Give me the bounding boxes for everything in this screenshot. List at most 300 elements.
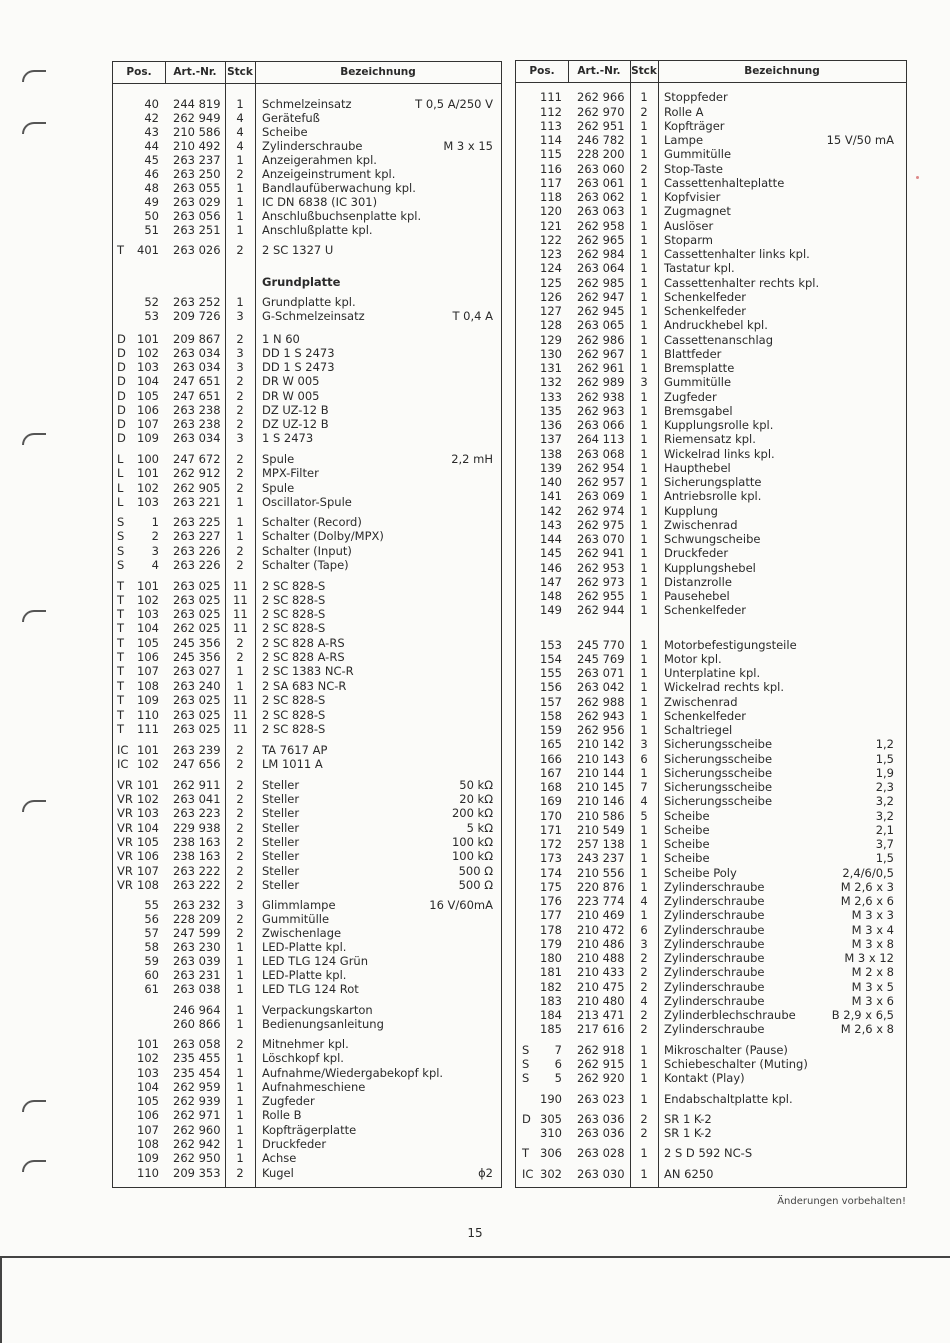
description: Cassettenanschlag [664, 333, 773, 347]
position-number: 108 [137, 1137, 159, 1151]
article-number: 245 770 [577, 638, 625, 652]
quantity: 1 [640, 709, 648, 723]
quantity: 1 [236, 1123, 244, 1137]
table-row [113, 1166, 501, 1180]
description: DZ UZ-12 B [262, 417, 329, 431]
table-row [516, 90, 906, 104]
position-number: 111 [137, 722, 159, 736]
quantity: 1 [640, 233, 648, 247]
table-row [516, 894, 906, 908]
specification: 2,2 mH [451, 452, 493, 466]
article-number: 235 454 [173, 1066, 221, 1080]
part-prefix: T [117, 722, 125, 736]
position-number: 109 [137, 431, 159, 445]
article-number: 263 027 [173, 664, 221, 678]
position-number: 130 [540, 347, 562, 361]
article-number: 210 480 [577, 994, 625, 1008]
description: 1 N 60 [262, 332, 300, 346]
quantity: 1 [236, 195, 244, 209]
quantity: 3 [236, 431, 244, 445]
position-number: 131 [540, 361, 562, 375]
article-number: 263 034 [173, 346, 221, 360]
position-number: 42 [144, 111, 159, 125]
description: Sicherungsscheibe [664, 737, 773, 751]
description: Bremsplatte [664, 361, 735, 375]
quantity: 2 [236, 167, 244, 181]
specification: M 3 x 5 [851, 980, 894, 994]
position-number: 185 [540, 1022, 562, 1036]
quantity: 6 [640, 752, 648, 766]
specification: 1,9 [875, 766, 894, 780]
description: Zwischenlage [262, 926, 342, 940]
description: Gummitülle [664, 375, 732, 389]
quantity: 2 [236, 757, 244, 771]
article-number: 262 950 [173, 1151, 221, 1165]
description: Rolle B [262, 1108, 302, 1122]
quantity: 1 [640, 823, 648, 837]
description: TA 7617 AP [262, 743, 328, 757]
table-row [113, 529, 501, 543]
part-prefix: VR [117, 849, 133, 863]
description: Zylinderschraube [262, 139, 363, 153]
quantity: 1 [640, 666, 648, 680]
table-row [113, 125, 501, 139]
description: Zylinderblechschraube [664, 1008, 796, 1022]
part-prefix: D [117, 431, 126, 445]
position-number: 121 [540, 219, 562, 233]
quantity: 1 [640, 908, 648, 922]
part-prefix: L [117, 466, 124, 480]
quantity: 1 [640, 276, 648, 290]
table-row [113, 664, 501, 678]
table-row [516, 347, 906, 361]
position-number: 146 [540, 561, 562, 575]
position-number: 101 [137, 778, 159, 792]
position-number: 107 [137, 417, 159, 431]
table-row [516, 737, 906, 751]
article-number: 263 036 [577, 1112, 625, 1126]
article-number: 228 200 [577, 147, 625, 161]
quantity: 2 [236, 1166, 244, 1180]
article-number: 263 060 [577, 162, 625, 176]
position-number: 52 [144, 295, 159, 309]
quantity: 1 [236, 295, 244, 309]
description: Steller [262, 792, 300, 806]
position-number: 103 [137, 607, 159, 621]
description: Scheibe [664, 837, 710, 851]
position-number: 179 [540, 937, 562, 951]
table-row [516, 951, 906, 965]
part-prefix: T [117, 243, 125, 257]
part-prefix: IC [117, 743, 129, 757]
table-row [113, 757, 501, 771]
quantity: 1 [640, 561, 648, 575]
quantity: 1 [640, 837, 648, 851]
article-number: 229 938 [173, 821, 221, 835]
quantity: 4 [640, 894, 648, 908]
table-row [113, 181, 501, 195]
description: Spule [262, 481, 295, 495]
quantity: 2 [236, 912, 244, 926]
table-row [113, 778, 501, 792]
quantity: 1 [640, 695, 648, 709]
description: 1 S 2473 [262, 431, 314, 445]
position-number: 113 [540, 119, 562, 133]
table-row [113, 898, 501, 912]
quantity: 1 [640, 418, 648, 432]
quantity: 2 [236, 332, 244, 346]
table-row [516, 1146, 906, 1160]
table-row [113, 982, 501, 996]
description: Zwischenrad [664, 695, 738, 709]
quantity: 2 [640, 980, 648, 994]
table-row [516, 561, 906, 575]
specification: M 2,6 x 6 [840, 894, 894, 908]
position-number: 104 [137, 621, 159, 635]
description: Riemensatz kpl. [664, 432, 756, 446]
description: Schaltriegel [664, 723, 733, 737]
position-number: 132 [540, 375, 562, 389]
header-desc: Bezeichnung [744, 65, 820, 77]
quantity: 1 [640, 1167, 648, 1181]
table-row [516, 290, 906, 304]
table-row [113, 97, 501, 111]
article-number: 263 034 [173, 431, 221, 445]
position-number: 106 [137, 1108, 159, 1122]
part-prefix: VR [117, 821, 133, 835]
description: Kugel [262, 1166, 294, 1180]
article-number: 263 226 [173, 558, 221, 572]
quantity: 1 [640, 190, 648, 204]
position-number: 57 [144, 926, 159, 940]
table-row [113, 650, 501, 664]
article-number: 263 250 [173, 167, 221, 181]
quantity: 2 [236, 835, 244, 849]
description: 2 SC 1327 U [262, 243, 334, 257]
table-row [516, 923, 906, 937]
table-row [516, 1092, 906, 1106]
quantity: 3 [236, 346, 244, 360]
article-number: 263 039 [173, 954, 221, 968]
table-row [516, 247, 906, 261]
article-number: 263 061 [577, 176, 625, 190]
quantity: 4 [640, 994, 648, 1008]
table-row [113, 481, 501, 495]
description: Andruckhebel kpl. [664, 318, 768, 332]
article-number: 262 958 [577, 219, 625, 233]
specification: T 0,5 A/250 V [415, 97, 493, 111]
position-number: 165 [540, 737, 562, 751]
position-number: 102 [137, 346, 159, 360]
quantity: 1 [236, 1080, 244, 1094]
position-number: 157 [540, 695, 562, 709]
description: DR W 005 [262, 389, 320, 403]
table-row [113, 693, 501, 707]
position-number: 43 [144, 125, 159, 139]
table-row [113, 607, 501, 621]
column-divider [568, 61, 569, 82]
description: Scheibe [664, 851, 710, 865]
table-row [113, 743, 501, 757]
quantity: 1 [640, 489, 648, 503]
article-number: 228 209 [173, 912, 221, 926]
position-number: 142 [540, 504, 562, 518]
part-prefix: S [117, 515, 125, 529]
quantity: 1 [236, 529, 244, 543]
article-number: 263 055 [173, 181, 221, 195]
description: Druckfeder [262, 1137, 327, 1151]
description: Kupplungshebel [664, 561, 756, 575]
quantity: 1 [640, 347, 648, 361]
quantity: 1 [236, 968, 244, 982]
table-row [516, 304, 906, 318]
article-number: 243 237 [577, 851, 625, 865]
quantity: 2 [236, 1037, 244, 1051]
position-number: 101 [137, 332, 159, 346]
part-prefix: S [522, 1043, 530, 1057]
description: Grundplatte kpl. [262, 295, 356, 309]
specification: 50 kΩ [459, 778, 493, 792]
position-number: 147 [540, 575, 562, 589]
description: Cassettenhalter rechts kpl. [664, 276, 820, 290]
table-row [516, 994, 906, 1008]
description: Haupthebel [664, 461, 731, 475]
position-number: 138 [540, 447, 562, 461]
position-number: 118 [540, 190, 562, 204]
position-number: 105 [137, 636, 159, 650]
page-edge-line [0, 1256, 2, 1343]
table-row [516, 638, 906, 652]
description: Steller [262, 778, 300, 792]
quantity: 1 [236, 664, 244, 678]
specification: 5 kΩ [466, 821, 493, 835]
part-prefix: T [117, 664, 125, 678]
specification: 1,5 [875, 851, 894, 865]
position-number: 310 [540, 1126, 562, 1140]
binder-hole-mark [22, 1100, 46, 1112]
table-row [113, 431, 501, 445]
quantity: 2 [236, 926, 244, 940]
position-number: 45 [144, 153, 159, 167]
description: Antriebsrolle kpl. [664, 489, 762, 503]
description: Aufnahmeschiene [262, 1080, 366, 1094]
description: Sicherungsscheibe [664, 752, 773, 766]
article-number: 262 939 [173, 1094, 221, 1108]
article-number: 210 556 [577, 866, 625, 880]
table-row [516, 133, 906, 147]
specification: 2,4/6/0,5 [842, 866, 894, 880]
article-number: 262 943 [577, 709, 625, 723]
specification: 20 kΩ [459, 792, 493, 806]
description: IC DN 6838 (IC 301) [262, 195, 378, 209]
position-number: 106 [137, 650, 159, 664]
description: Löschkopf kpl. [262, 1051, 344, 1065]
table-row [516, 532, 906, 546]
position-number: 123 [540, 247, 562, 261]
table-row [516, 475, 906, 489]
article-number: 209 353 [173, 1166, 221, 1180]
article-number: 262 989 [577, 375, 625, 389]
table-row [516, 866, 906, 880]
position-number: 100 [137, 452, 159, 466]
table-row [516, 589, 906, 603]
position-number: 104 [137, 1080, 159, 1094]
quantity: 1 [640, 304, 648, 318]
description: Schenkelfeder [664, 709, 747, 723]
position-number: 158 [540, 709, 562, 723]
table-row [516, 908, 906, 922]
table-row [516, 980, 906, 994]
position-number: 107 [137, 664, 159, 678]
position-number: 129 [540, 333, 562, 347]
quantity: 2 [236, 452, 244, 466]
table-row [113, 708, 501, 722]
table-row [516, 652, 906, 666]
binder-hole-mark [22, 433, 46, 445]
quantity: 1 [236, 153, 244, 167]
speck-mark [916, 176, 919, 179]
description: Bremsgabel [664, 404, 733, 418]
table-row [516, 766, 906, 780]
position-number: 50 [144, 209, 159, 223]
description: Zugfeder [664, 390, 717, 404]
specification: 3,2 [875, 794, 894, 808]
specification: 100 kΩ [451, 835, 493, 849]
article-number: 246 782 [577, 133, 625, 147]
description: Schwungscheibe [664, 532, 761, 546]
quantity: 1 [640, 866, 648, 880]
binder-hole-mark [22, 1160, 46, 1172]
position-number: 173 [540, 851, 562, 865]
table-row [113, 792, 501, 806]
specification: 500 Ω [458, 878, 493, 892]
table-row [113, 167, 501, 181]
position-number: 177 [540, 908, 562, 922]
table-row [113, 878, 501, 892]
table-row [113, 558, 501, 572]
description: Kopfvisier [664, 190, 721, 204]
description: LED TLG 124 Grün [262, 954, 369, 968]
description: Motorbefestigungsteile [664, 638, 797, 652]
position-number: 137 [540, 432, 562, 446]
description: Zylinderschraube [664, 980, 765, 994]
article-number: 262 942 [173, 1137, 221, 1151]
quantity: 3 [236, 309, 244, 323]
quantity: 6 [640, 923, 648, 937]
article-number: 263 223 [173, 806, 221, 820]
header-qty: Stck [631, 65, 657, 77]
binder-hole-mark [22, 610, 46, 622]
description: Steller [262, 835, 300, 849]
part-prefix: IC [522, 1167, 534, 1181]
table-row [113, 1123, 501, 1137]
binder-hole-mark [22, 70, 46, 82]
table-row [516, 504, 906, 518]
position-number: 108 [137, 878, 159, 892]
quantity: 1 [640, 1043, 648, 1057]
article-number: 220 876 [577, 880, 625, 894]
description: G-Schmelzeinsatz [262, 309, 365, 323]
article-number: 262 970 [577, 105, 625, 119]
article-number: 210 143 [577, 752, 625, 766]
position-number: 183 [540, 994, 562, 1008]
description: 2 SC 828 A-RS [262, 636, 345, 650]
parts-table-right [515, 60, 907, 1188]
article-number: 262 965 [577, 233, 625, 247]
specification: M 2,6 x 8 [840, 1022, 894, 1036]
article-number: 262 951 [577, 119, 625, 133]
description: Kupplungsrolle kpl. [664, 418, 774, 432]
article-number: 262 963 [577, 404, 625, 418]
article-number: 262 949 [173, 111, 221, 125]
table-row [516, 709, 906, 723]
article-number: 213 471 [577, 1008, 625, 1022]
article-number: 245 356 [173, 650, 221, 664]
table-header [516, 61, 906, 83]
table-row [516, 837, 906, 851]
table-row [113, 1151, 501, 1165]
article-number: 262 975 [577, 518, 625, 532]
article-number: 263 222 [173, 878, 221, 892]
table-row [516, 333, 906, 347]
binder-hole-mark [22, 122, 46, 134]
position-number: 61 [144, 982, 159, 996]
table-row [516, 1057, 906, 1071]
position-number: 127 [540, 304, 562, 318]
specification: 2,1 [875, 823, 894, 837]
position-number: 302 [540, 1167, 562, 1181]
specification: M 3 x 3 [851, 908, 894, 922]
table-row [516, 361, 906, 375]
table-row [516, 204, 906, 218]
article-number: 263 025 [173, 693, 221, 707]
quantity: 1 [640, 90, 648, 104]
description: Schalter (Record) [262, 515, 362, 529]
table-row [113, 1051, 501, 1065]
table-row [516, 794, 906, 808]
article-number: 262 957 [577, 475, 625, 489]
quantity: 1 [640, 575, 648, 589]
position-number: 155 [540, 666, 562, 680]
description: Zylinderschraube [664, 880, 765, 894]
article-number: 263 251 [173, 223, 221, 237]
table-row [516, 1112, 906, 1126]
description: Schenkelfeder [664, 290, 747, 304]
part-prefix: S [117, 529, 125, 543]
table-row [113, 849, 501, 863]
article-number: 210 486 [577, 937, 625, 951]
quantity: 3 [640, 937, 648, 951]
quantity: 2 [640, 1112, 648, 1126]
article-number: 209 867 [173, 332, 221, 346]
table-row [516, 752, 906, 766]
quantity: 4 [236, 139, 244, 153]
article-number: 210 492 [173, 139, 221, 153]
description: 2 S D 592 NC-S [664, 1146, 753, 1160]
article-number: 263 025 [173, 708, 221, 722]
position-number: 46 [144, 167, 159, 181]
table-row [113, 1094, 501, 1108]
description: Sicherungsscheibe [664, 766, 773, 780]
description: Stoppfeder [664, 90, 728, 104]
table-row [113, 223, 501, 237]
footer-note: Änderungen vorbehalten! [777, 1196, 906, 1207]
article-number: 263 240 [173, 679, 221, 693]
description: Kopfträger [664, 119, 725, 133]
position-number: 4 [151, 558, 159, 572]
table-row [113, 360, 501, 374]
position-number: 166 [540, 752, 562, 766]
